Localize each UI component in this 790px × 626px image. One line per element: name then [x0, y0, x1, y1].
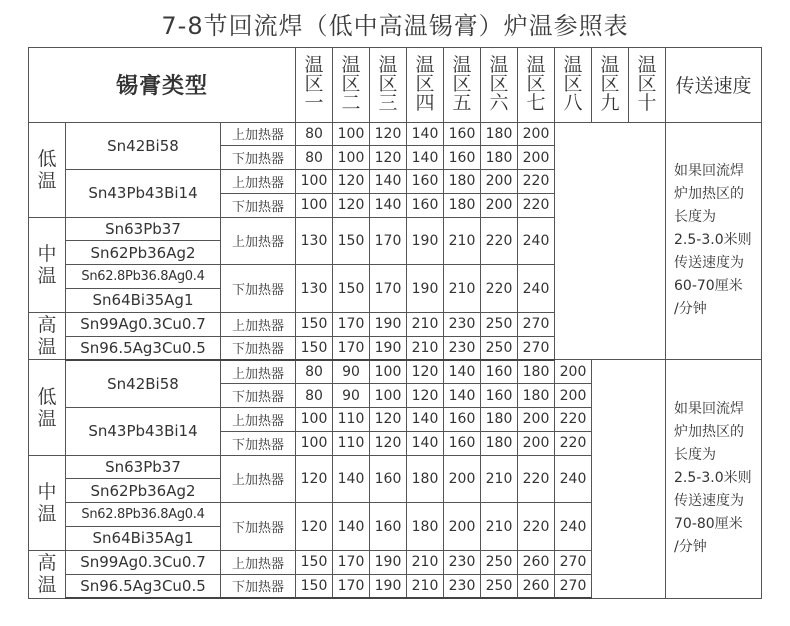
speed-note-line: 传送速度为: [674, 493, 745, 510]
zone-temp: 100: [296, 431, 333, 455]
temperature-table: [28, 47, 762, 599]
header-row: [29, 48, 762, 123]
zone-temp: 180: [444, 193, 481, 217]
header-zone-char: 六: [489, 92, 509, 115]
zone-temp: 240: [555, 503, 592, 551]
header-zone-char: 三: [378, 92, 398, 115]
zone-temp: 120: [370, 408, 407, 432]
alloy-name: Sn64Bi35Ag1: [66, 527, 221, 551]
heater-label: 下加热器: [221, 265, 296, 313]
zone-temp: 180: [481, 122, 518, 146]
heater-label: 下加热器: [221, 384, 296, 408]
group-label: [29, 122, 66, 217]
zone-temp: 260: [518, 574, 555, 598]
zone-temp: 240: [518, 265, 555, 313]
zone-temp: 220: [518, 503, 555, 551]
zone-temp: 120: [333, 193, 370, 217]
speed-note-line: 70-80厘米: [674, 516, 743, 533]
header-zone-char: 二: [341, 92, 361, 115]
zone-temp: 220: [518, 170, 555, 194]
zone-temp: 200: [444, 455, 481, 503]
header-zone-char: 区: [489, 73, 509, 96]
group-label-char: 低: [37, 385, 57, 408]
zone-temp: 270: [518, 336, 555, 360]
header-zone-char: 区: [526, 73, 546, 96]
zone-temp: 140: [333, 455, 370, 503]
zone-temp: 200: [518, 431, 555, 455]
zone-temp: 160: [444, 122, 481, 146]
zone-temp: 140: [444, 360, 481, 384]
zone-temp: 250: [481, 574, 518, 598]
alloy-name: Sn63Pb37: [66, 217, 221, 241]
zone-temp: 170: [333, 312, 370, 336]
zone-temp: 170: [333, 574, 370, 598]
zone-temp: 140: [407, 408, 444, 432]
zone-temp: 220: [518, 193, 555, 217]
zone-temp: 140: [407, 431, 444, 455]
zone-temp: 250: [481, 312, 518, 336]
speed-note-line: 传送速度为: [674, 255, 745, 272]
header-zone-char: 温: [489, 54, 509, 77]
group-label-char: 低: [37, 147, 57, 170]
zone-temp: 210: [407, 574, 444, 598]
zone-temp: 140: [407, 146, 444, 170]
header-zone-5: [444, 48, 481, 123]
heater-label: 上加热器: [221, 455, 296, 503]
speed-note-line: 长度为: [674, 447, 717, 464]
zone-temp: 210: [407, 550, 444, 574]
zone-temp: 120: [370, 122, 407, 146]
zone-temp: 140: [333, 503, 370, 551]
zone-temp: 150: [333, 217, 370, 265]
zone-temp: 160: [370, 455, 407, 503]
header-zone-char: 温: [378, 54, 398, 77]
zone-temp: 190: [370, 336, 407, 360]
zone-temp: 210: [444, 265, 481, 313]
zone-temp: 100: [333, 146, 370, 170]
zone-temp: 150: [296, 336, 333, 360]
zone-temp: 180: [407, 455, 444, 503]
header-zone-char: 温: [415, 54, 435, 77]
group-label: [29, 550, 66, 598]
zone-temp: 210: [407, 336, 444, 360]
zone-temp: 190: [370, 312, 407, 336]
zone-temp: 120: [370, 431, 407, 455]
zone-temp: 200: [481, 193, 518, 217]
heater-label: 下加热器: [221, 193, 296, 217]
alloy-name: Sn64Bi35Ag1: [66, 289, 221, 313]
speed-note: [666, 122, 762, 360]
zone-temp: 100: [370, 384, 407, 408]
heater-label: 上加热器: [221, 408, 296, 432]
zone-temp: 200: [555, 360, 592, 384]
zone-temp: 200: [444, 503, 481, 551]
group-label-char: 温: [37, 574, 57, 597]
alloy-name: Sn43Pb43Bi14: [66, 408, 221, 456]
group-label-char: 温: [37, 502, 57, 525]
zone-temp: 130: [296, 217, 333, 265]
zone-temp: 190: [370, 550, 407, 574]
speed-note: [666, 360, 762, 598]
zone-temp: 110: [333, 408, 370, 432]
zone-temp: 170: [333, 336, 370, 360]
zone-temp: 150: [333, 265, 370, 313]
header-zone-char: 温: [563, 54, 583, 77]
header-zone-char: 十: [637, 92, 657, 115]
zone-temp: 190: [370, 574, 407, 598]
alloy-name: Sn63Pb37: [66, 455, 221, 479]
header-zone-char: 温: [526, 54, 546, 77]
header-zone-char: 区: [563, 73, 583, 96]
header-zone-char: 五: [452, 92, 472, 115]
zone-temp: 120: [407, 384, 444, 408]
zone-temp: 230: [444, 550, 481, 574]
zone-temp: 250: [481, 336, 518, 360]
zone-temp: 170: [370, 217, 407, 265]
group-label: [29, 217, 66, 312]
header-zone-8: [555, 48, 592, 123]
zone-temp: 170: [370, 265, 407, 313]
header-zone-2: [333, 48, 370, 123]
zone-temp: 150: [296, 550, 333, 574]
header-zone-char: 温: [304, 54, 324, 77]
group-label-char: 温: [37, 407, 57, 430]
group-label-char: 高: [37, 552, 57, 575]
speed-note-line: /分钟: [674, 301, 707, 318]
zone-temp: 130: [296, 265, 333, 313]
zone-temp: 120: [296, 455, 333, 503]
group-label-char: 中: [37, 242, 57, 265]
heater-label: 下加热器: [221, 574, 296, 598]
speed-note-line: /分钟: [674, 539, 707, 556]
header-zone-4: [407, 48, 444, 123]
header-zone-1: [296, 48, 333, 123]
header-zone-7: [518, 48, 555, 123]
zone-temp: 140: [444, 384, 481, 408]
zone-temp: 160: [407, 170, 444, 194]
zone-temp: 100: [296, 193, 333, 217]
zone-temp: 180: [481, 431, 518, 455]
heater-label: 下加热器: [221, 503, 296, 551]
zone-temp: 180: [407, 503, 444, 551]
speed-note-line: 2.5-3.0米则: [674, 470, 752, 487]
alloy-name: Sn42Bi58: [66, 360, 221, 408]
header-zone-char: 一: [304, 92, 324, 115]
zone-temp: 180: [481, 146, 518, 170]
zone-temp: 210: [481, 455, 518, 503]
zone-temp: 220: [481, 265, 518, 313]
zone-temp: 270: [555, 550, 592, 574]
zone-temp: 90: [333, 360, 370, 384]
table-row: [29, 360, 762, 384]
header-zone-10: [629, 48, 666, 123]
heater-label: 上加热器: [221, 312, 296, 336]
header-zone-char: 区: [600, 73, 620, 96]
speed-note-line: 60-70厘米: [674, 278, 743, 295]
zone-temp: 220: [555, 431, 592, 455]
header-zone-char: 区: [637, 73, 657, 96]
zone-temp: 230: [444, 312, 481, 336]
alloy-name: Sn62.8Pb36.8Ag0.4: [66, 503, 221, 527]
speed-note-line: 2.5-3.0米则: [674, 232, 752, 249]
zone-temp: 160: [370, 503, 407, 551]
speed-note-line: 炉加热区的: [674, 424, 745, 441]
group-label-char: 高: [37, 314, 57, 337]
zone-temp: 90: [333, 384, 370, 408]
group-label-char: 温: [37, 264, 57, 287]
zone-temp: 160: [481, 360, 518, 384]
heater-label: 上加热器: [221, 550, 296, 574]
zone-temp: 210: [444, 217, 481, 265]
zone-temp: 270: [555, 574, 592, 598]
header-zone-9: [592, 48, 629, 123]
heater-label: 上加热器: [221, 217, 296, 265]
heater-label: 上加热器: [221, 122, 296, 146]
zone-temp: 270: [518, 312, 555, 336]
zone-temp: 190: [407, 265, 444, 313]
zone-temp: 120: [407, 360, 444, 384]
zone-temp: 230: [444, 574, 481, 598]
zone-temp: 140: [370, 193, 407, 217]
zone-temp: 100: [333, 122, 370, 146]
zone-temp: 160: [407, 193, 444, 217]
zone-temp: 160: [444, 408, 481, 432]
alloy-name: Sn96.5Ag3Cu0.5: [66, 336, 221, 360]
heater-label: 上加热器: [221, 360, 296, 384]
zone-temp: 220: [555, 408, 592, 432]
zone-temp: 210: [481, 503, 518, 551]
zone-temp: 100: [370, 360, 407, 384]
zone-temp: 180: [518, 360, 555, 384]
zone-temp: 110: [333, 431, 370, 455]
zone-temp: 180: [518, 384, 555, 408]
header-zone-char: 温: [637, 54, 657, 77]
header-zone-6: [481, 48, 518, 123]
zone-temp: 80: [296, 384, 333, 408]
group-label-char: 温: [37, 169, 57, 192]
zone-temp: 140: [370, 170, 407, 194]
zone-temp: 200: [518, 408, 555, 432]
speed-note-line: 如果回流焊: [674, 163, 745, 180]
heater-label: 上加热器: [221, 170, 296, 194]
header-zone-char: 区: [304, 73, 324, 96]
speed-note-line: 长度为: [674, 209, 717, 226]
zone-temp: 200: [555, 384, 592, 408]
header-speed: 传送速度: [666, 48, 762, 123]
header-zone-char: 八: [563, 92, 583, 115]
header-zone-char: 温: [341, 54, 361, 77]
table-row: [29, 122, 762, 146]
zone-temp: 120: [296, 503, 333, 551]
zone-temp: 180: [444, 170, 481, 194]
zone-temp: 140: [407, 122, 444, 146]
zone-temp: 80: [296, 146, 333, 170]
alloy-name: Sn62Pb36Ag2: [66, 479, 221, 503]
zone-temp: 240: [518, 217, 555, 265]
alloy-name: Sn62Pb36Ag2: [66, 241, 221, 265]
header-zone-char: 温: [452, 54, 472, 77]
zone-temp: 240: [555, 455, 592, 503]
zone-temp: 260: [518, 550, 555, 574]
heater-label: 下加热器: [221, 146, 296, 170]
group-label: [29, 312, 66, 360]
speed-note-line: 炉加热区的: [674, 186, 745, 203]
empty-zone-cell: [555, 122, 666, 360]
zone-temp: 250: [481, 550, 518, 574]
zone-temp: 150: [296, 574, 333, 598]
alloy-name: Sn99Ag0.3Cu0.7: [66, 550, 221, 574]
zone-temp: 160: [481, 384, 518, 408]
zone-temp: 160: [444, 146, 481, 170]
header-zone-char: 区: [452, 73, 472, 96]
header-zone-char: 区: [415, 73, 435, 96]
zone-temp: 210: [407, 312, 444, 336]
heater-label: 下加热器: [221, 336, 296, 360]
zone-temp: 80: [296, 360, 333, 384]
zone-temp: 100: [296, 170, 333, 194]
group-label: [29, 360, 66, 455]
heater-label: 下加热器: [221, 431, 296, 455]
header-zone-char: 七: [526, 92, 546, 115]
alloy-name: Sn96.5Ag3Cu0.5: [66, 574, 221, 598]
zone-temp: 80: [296, 122, 333, 146]
zone-temp: 150: [296, 312, 333, 336]
zone-temp: 180: [481, 408, 518, 432]
zone-temp: 100: [296, 408, 333, 432]
empty-zone-cell: [592, 360, 666, 598]
zone-temp: 230: [444, 336, 481, 360]
header-zone-char: 区: [341, 73, 361, 96]
group-label: [29, 455, 66, 550]
header-zone-char: 区: [378, 73, 398, 96]
alloy-name: Sn99Ag0.3Cu0.7: [66, 312, 221, 336]
page-title: 7-8节回流焊（低中高温锡膏）炉温参照表: [161, 12, 629, 40]
zone-temp: 200: [518, 146, 555, 170]
zone-temp: 160: [444, 431, 481, 455]
zone-temp: 170: [333, 550, 370, 574]
group-label-char: 中: [37, 480, 57, 503]
zone-temp: 220: [481, 217, 518, 265]
zone-temp: 200: [518, 122, 555, 146]
zone-temp: 220: [518, 455, 555, 503]
zone-temp: 190: [407, 217, 444, 265]
zone-temp: 120: [370, 146, 407, 170]
header-zone-char: 九: [600, 92, 620, 115]
zone-temp: 120: [333, 170, 370, 194]
zone-temp: 200: [481, 170, 518, 194]
alloy-name: Sn43Pb43Bi14: [66, 170, 221, 218]
group-label-char: 温: [37, 336, 57, 359]
header-zone-3: [370, 48, 407, 123]
speed-note-line: 如果回流焊: [674, 401, 745, 418]
alloy-name: Sn62.8Pb36.8Ag0.4: [66, 265, 221, 289]
header-zone-char: 温: [600, 54, 620, 77]
alloy-name: Sn42Bi58: [66, 122, 221, 170]
header-zone-char: 四: [415, 92, 435, 115]
header-paste-type: 锡膏类型: [29, 48, 296, 123]
